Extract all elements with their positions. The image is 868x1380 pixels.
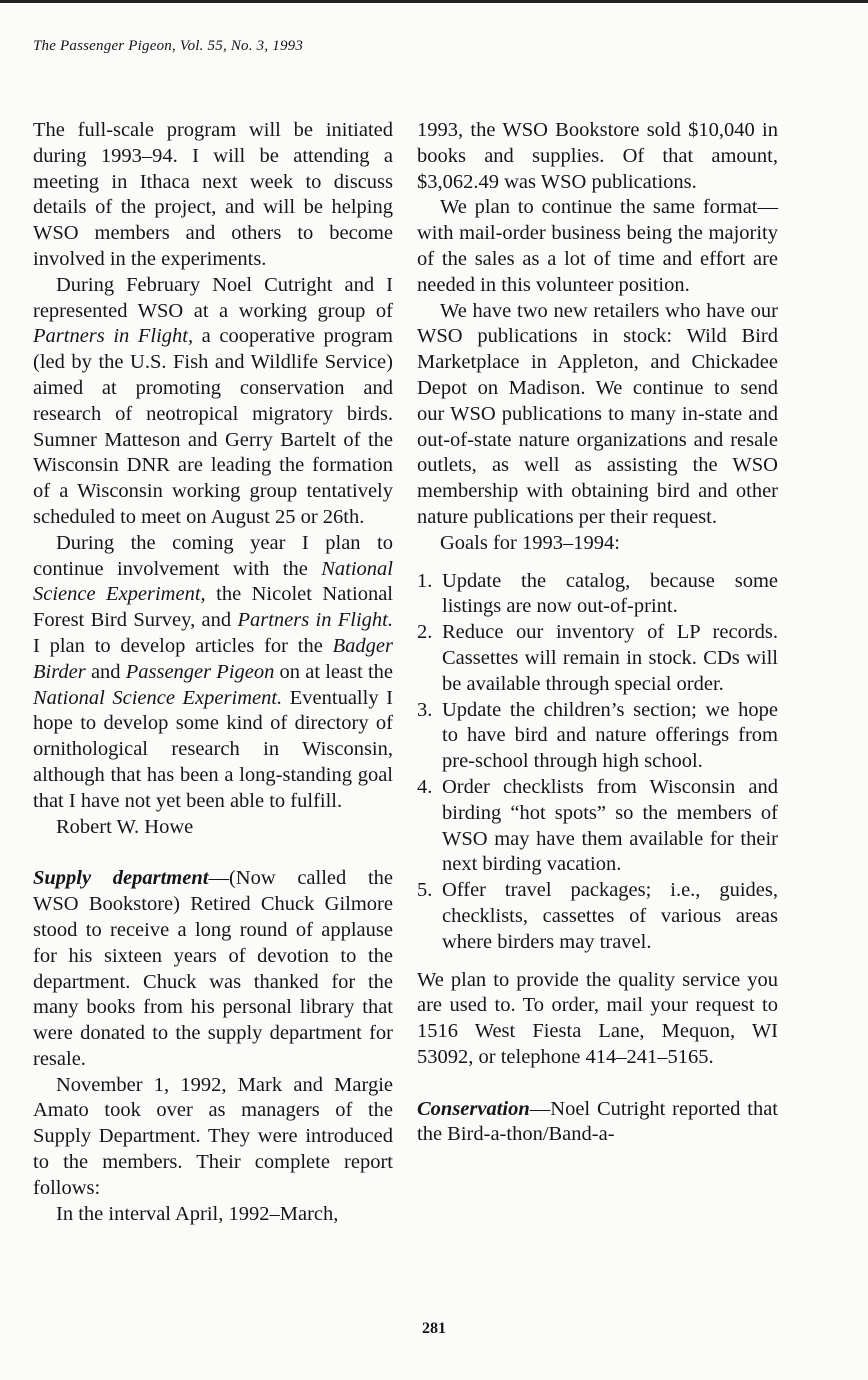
signature: Robert W. Howe xyxy=(56,815,194,838)
goal-item: 1. Update the catalog, because some listings are now out-of-print. xyxy=(417,569,778,618)
paragraph-conservation: Conservation—Noel Cutright reported that the Bird-a-thon/Band-a- xyxy=(417,1097,778,1146)
goal-item: 2. Reduce our inventory of LP records. Cassettes will remain in stock. CDs will be available through special order. xyxy=(417,621,778,695)
paragraph-retailers: We have two new retailers who have our WSO publications in stock: Wild Bird Marketplace in Appleton, and Chickadee Depot on Madison. We continue to send our WSO publications to many in-state and out-of-state nature organizations and resale outlets, as well as assisting the WSO membership with obtaining bird and other nature publications per their request. xyxy=(417,299,778,528)
goals-heading: Goals for 1993–1994: xyxy=(440,531,620,554)
paragraph-format: We plan to continue the same format—with mail-order business being the majority of the sales as a lot of time and effort are needed in this volunteer position. xyxy=(417,196,778,296)
paragraph-amato: November 1, 1992, Mark and Margie Amato took over as managers of the Supply Department. They were introduced to the members. Their complete report follows: xyxy=(33,1073,393,1199)
goals-list xyxy=(417,569,778,956)
running-head: The Passenger Pigeon, Vol. 55, No. 3, 1993 xyxy=(33,38,304,54)
page-number: 281 xyxy=(422,1320,446,1337)
goal-item: 3. Update the children’s section; we hope to have bird and nature offerings from pre-school through high school. xyxy=(417,698,778,773)
paragraph-supply-department: Supply department—(Now called the WSO Bookstore) Retired Chuck Gilmore stood to receive a long round of applause for his sixteen years of devotion to the department. Chuck was thanked for the many books from his personal library that were donated to the supply department for resale. xyxy=(33,867,393,1070)
section-heading-supply: Supply department xyxy=(33,867,209,890)
paragraph-coming-year: During the coming year I plan to continue involvement with the National Science Experiment, the Nicolet National Forest Bird Survey, and Partners in Flight. I plan to develop articles for the Badger Birder and Passenger Pigeon on at least the National Science Experiment. Eventually I hope to develop some kind of directory of ornithological research in Wisconsin, although that has been a long-standing goal that I have not yet been able to fulfill. xyxy=(33,531,394,812)
top-rule xyxy=(0,0,868,3)
paragraph-bookstore-sales: 1993, the WSO Bookstore sold $10,040 in books and supplies. Of that amount, $3,062.49 was WSO publications. xyxy=(417,119,778,193)
paragraph-order-info: We plan to provide the quality service you are used to. To order, mail your request to 1516 West Fiesta Lane, Mequon, WI 53092, or telephone 414–241–5165. xyxy=(417,968,778,1068)
goal-item: 5. Offer travel packages; i.e., guides, checklists, cassettes of various areas where birders may travel. xyxy=(417,879,778,953)
paragraph-interval: In the interval April, 1992–March, xyxy=(56,1202,339,1225)
right-column xyxy=(417,118,778,1148)
paragraph-program: The full-scale program will be initiated during 1993–94. I will be attending a meeting in Ithaca next week to discuss details of the project, and will be helping WSO members and others to become involved in the experiments. xyxy=(33,119,393,270)
goal-item: 4. Order checklists from Wisconsin and birding “hot spots” so the members of WSO may have them available for their next birding vacation. xyxy=(417,775,778,876)
section-heading-conservation: Conservation xyxy=(417,1097,530,1120)
paragraph-partners-in-flight: During February Noel Cutright and I represented WSO at a working group of Partners in Flight, a cooperative program (led by the U.S. Fish and Wildlife Service) aimed at promoting conservation and research of neotropical migratory birds. Sumner Matteson and Gerry Bartelt of the Wisconsin DNR are leading the formation of a Wisconsin working group tentatively scheduled to meet on August 25 or 26th. xyxy=(33,273,393,528)
left-column xyxy=(33,118,393,1227)
